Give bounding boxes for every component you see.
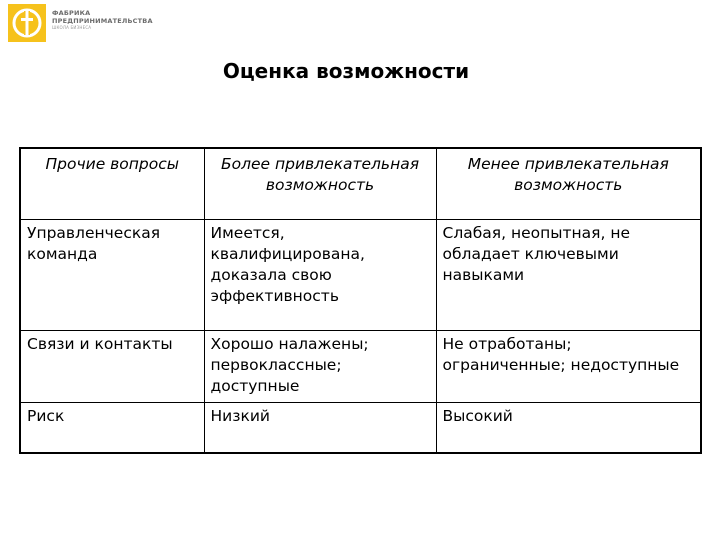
table-row [20,330,701,402]
opportunity-table [19,147,702,454]
row-label: Связи и контакты [20,330,204,402]
row-less-attractive: Высокий [436,402,701,453]
header-other-issues: Прочие вопросы [20,148,204,219]
logo-wordmark [52,9,170,31]
logo-tagline: ШКОЛА БИЗНЕСА [52,25,92,30]
row-label: Риск [20,402,204,453]
company-logo [0,0,172,52]
slide-title: Оценка возможности [222,59,470,83]
row-more-attractive: Имеется, квалифицирована, доказала свою эффективность [204,219,436,330]
table-row [20,402,701,453]
logo-line-1: ФАБРИКА [52,9,91,17]
row-more-attractive: Низкий [204,402,436,453]
table-header-row [20,148,701,219]
row-less-attractive: Не отработаны; ограниченные; недоступные [436,330,701,402]
logo-line-2: ПРЕДПРИНИМАТЕЛЬСТВА [52,17,153,25]
header-less-attractive: Менее привлекательная возможность [436,148,701,219]
row-more-attractive: Хорошо налажены; первоклассные; доступные [204,330,436,402]
header-more-attractive: Более привлекательная возможность [204,148,436,219]
table-row [20,219,701,330]
row-less-attractive: Слабая, неопытная, не обладает ключевыми навыками [436,219,701,330]
ff-monogram-icon [8,4,46,42]
row-label: Управленческая команда [20,219,204,330]
